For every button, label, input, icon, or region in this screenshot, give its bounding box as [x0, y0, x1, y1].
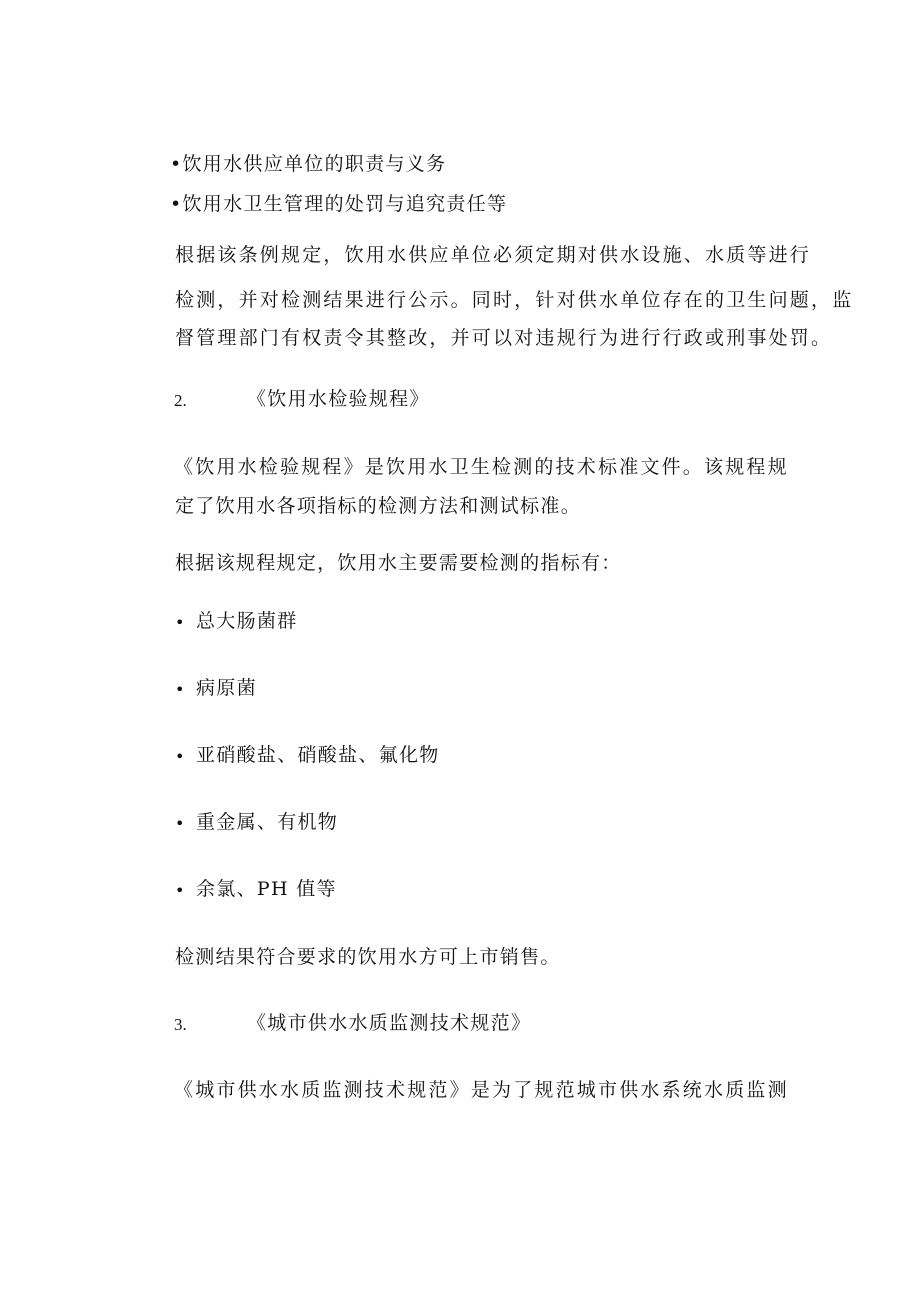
paragraph-2-line-1: 《饮用水检验规程》是饮用水卫生检测的技术标准文件。该规程规: [174, 456, 789, 478]
paragraph-4: 检测结果符合要求的饮用水方可上市销售。: [175, 946, 561, 968]
bullet-line-penalties: •饮用水卫生管理的处罚与追究责任等: [170, 193, 508, 215]
paragraph-2-line-2: 定了饮用水各项指标的检测方法和测试标准。: [175, 495, 582, 517]
indicator-item: 病原菌: [196, 677, 257, 699]
paragraph-1-line-3: 督管理部门有权责令其整改，并可以对违规行为进行行政或刑事处罚。: [175, 327, 833, 349]
paragraph-1-line-2: 检测，并对检测结果进行公示。同时，针对供水单位存在的卫生问题，监: [175, 289, 854, 311]
bullet-dot: •: [175, 881, 185, 900]
bullet-dot: •: [175, 747, 185, 766]
section-3-number: 3.: [174, 1015, 187, 1034]
indicator-item: 重金属、有机物: [196, 811, 339, 833]
paragraph-3: 根据该规程规定，饮用水主要需要检测的指标有：: [175, 552, 622, 574]
bullet-dot: •: [175, 814, 185, 833]
bullet-line-duties: •饮用水供应单位的职责与义务: [170, 153, 447, 175]
bullet-dot: •: [175, 613, 185, 632]
paragraph-1-line-1: 根据该条例规定，饮用水供应单位必须定期对供水设施、水质等进行: [175, 244, 812, 266]
indicator-item: 亚硝酸盐、硝酸盐、氟化物: [196, 744, 440, 766]
indicator-item: 余氯、PH 值等: [196, 878, 337, 900]
bullet-dot: •: [175, 680, 185, 699]
section-3-title: 《城市供水水质监测技术规范》: [247, 1012, 532, 1034]
indicator-item: 总大肠菌群: [196, 610, 298, 632]
paragraph-5: 《城市供水水质监测技术规范》是为了规范城市供水系统水质监测: [174, 1079, 789, 1101]
section-2-title: 《饮用水检验规程》: [247, 388, 430, 410]
section-2-number: 2.: [174, 391, 187, 410]
